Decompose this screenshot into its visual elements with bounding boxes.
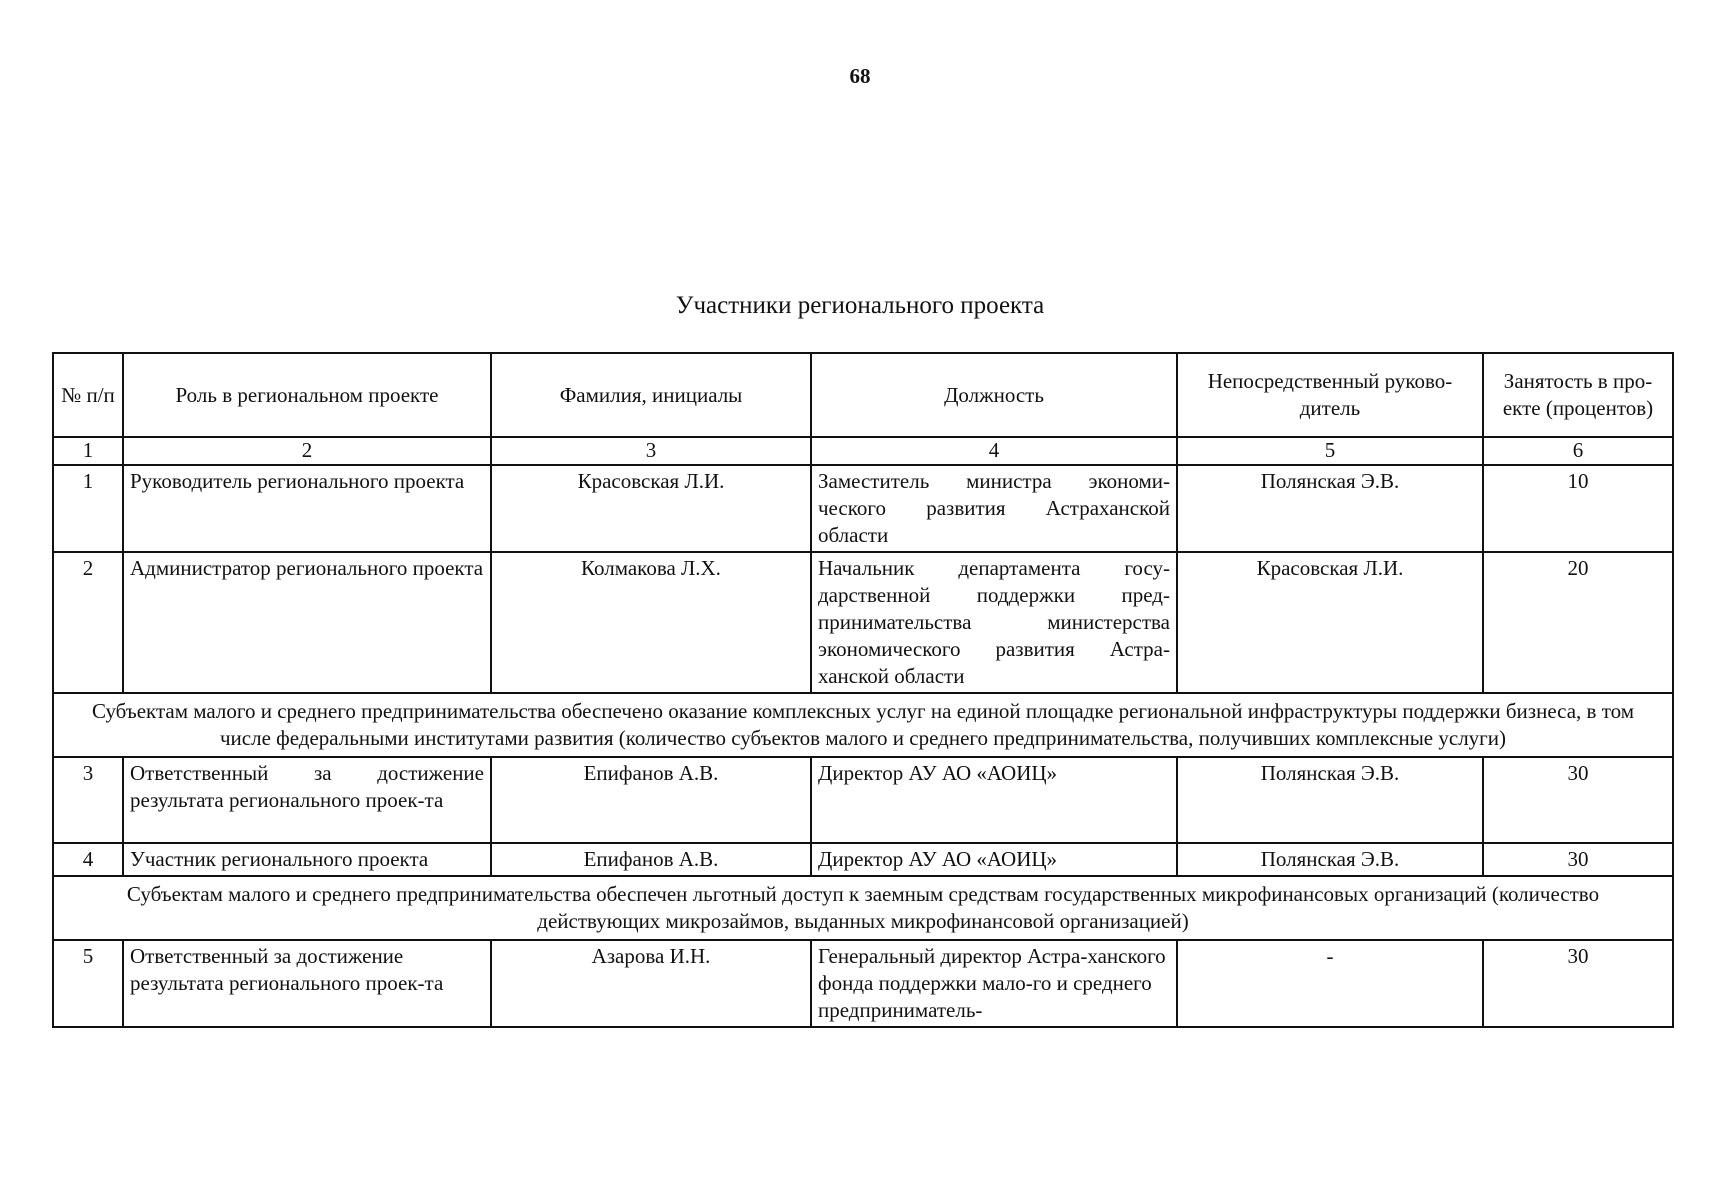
cell-manager: Полянская Э.В. [1177,465,1483,552]
cell-manager: Красовская Л.И. [1177,552,1483,693]
cell-employment: 30 [1483,757,1673,843]
cell-name: Красовская Л.И. [491,465,811,552]
cell-employment: 30 [1483,843,1673,876]
column-number: 6 [1483,437,1673,465]
cell-name: Колмакова Л.Х. [491,552,811,693]
header-name: Фамилия, инициалы [491,353,811,437]
table-row [53,552,1673,693]
header-role: Роль в региональном проекте [123,353,491,437]
cell-manager: Полянская Э.В. [1177,757,1483,843]
header-employment: Занятость в про-екте (процентов) [1483,353,1673,437]
cell-position: Генеральный директор Астра-ханского фонда поддержки мало-го и среднего предприниматель- [811,940,1177,1027]
cell-position: Директор АУ АО «АОИЦ» [811,843,1177,876]
cell-name: Епифанов А.В. [491,757,811,843]
column-number: 5 [1177,437,1483,465]
cell-position: Заместитель министра экономи-ческого развития Астраханской области [811,465,1177,552]
table-row [53,940,1673,1027]
page-number: 68 [849,64,871,88]
column-number: 4 [811,437,1177,465]
cell-number: 5 [53,940,123,1027]
cell-name: Епифанов А.В. [491,843,811,876]
cell-manager: - [1177,940,1483,1027]
cell-role: Администратор регионального проекта [123,552,491,693]
section-row [53,693,1673,757]
cell-role: Участник регионального проекта [123,843,491,876]
header-manager: Непосредственный руково-дитель [1177,353,1483,437]
table-header-row [53,353,1673,437]
header-position: Должность [811,353,1177,437]
table-row [53,465,1673,552]
cell-name: Азарова И.Н. [491,940,811,1027]
column-number: 3 [491,437,811,465]
column-number: 1 [53,437,123,465]
section-heading: Субъектам малого и среднего предпринимательства обеспечен льготный доступ к заемным средствам государственных микрофинансовых организаций (количество действующих микрозаймов, выданных микрофинансовой организацией) [53,876,1673,940]
cell-role: Ответственный за достижение результата регионального проек-та [123,757,491,843]
section-heading: Субъектам малого и среднего предпринимательства обеспечено оказание комплексных услуг на единой площадке региональной инфраструктуры поддержки бизнеса, в том числе федеральными институтами развития (количество субъектов малого и среднего предпринимательства, получивших комплексные услуги) [53,693,1673,757]
cell-employment: 30 [1483,940,1673,1027]
header-number: № п/п [53,353,123,437]
column-number: 2 [123,437,491,465]
cell-number: 4 [53,843,123,876]
cell-manager: Полянская Э.В. [1177,843,1483,876]
cell-number: 2 [53,552,123,693]
column-number-row [53,437,1673,465]
cell-role: Ответственный за достижение результата регионального проек-та [123,940,491,1027]
cell-number: 1 [53,465,123,552]
cell-position: Директор АУ АО «АОИЦ» [811,757,1177,843]
cell-role: Руководитель регионального проекта [123,465,491,552]
cell-employment: 20 [1483,552,1673,693]
cell-position: Начальник департамента госу-дарственной поддержки пред-принимательства министерства экономического развития Астра-ханской области [811,552,1177,693]
table-row [53,757,1673,843]
participants-table [52,352,1674,1028]
table-row [53,843,1673,876]
cell-number: 3 [53,757,123,843]
cell-employment: 10 [1483,465,1673,552]
page-title: Участники регионального проекта [675,292,1045,319]
section-row [53,876,1673,940]
